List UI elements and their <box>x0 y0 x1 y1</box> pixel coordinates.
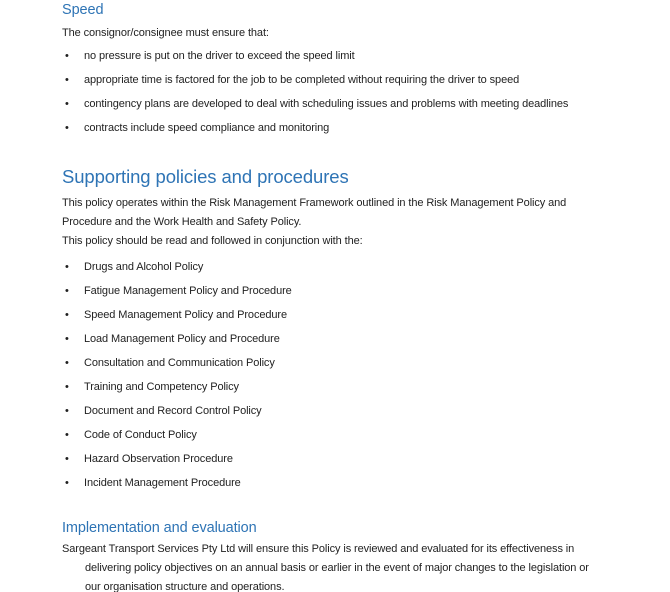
list-item <box>62 426 607 445</box>
bullet-item-label: Hazard Observation Procedure <box>84 453 233 465</box>
bullet-item-label: appropriate time is factored for the job to be completed without requiring the driver to speed <box>84 74 520 86</box>
list-item <box>62 95 607 114</box>
bullet-item-label: Code of Conduct Policy <box>84 429 197 441</box>
list-item <box>62 282 607 301</box>
list-item <box>62 474 607 493</box>
bullet-icon: • <box>65 285 69 297</box>
supporting-paragraph-1: This policy operates within the Risk Management Framework outlined in the Risk Management Policy and Procedure and the Work Health and Safety Policy. <box>62 197 567 228</box>
bullet-icon: • <box>65 309 69 321</box>
list-item <box>62 71 607 90</box>
supporting-policies-list <box>62 258 607 493</box>
list-item <box>62 258 607 277</box>
bullet-icon: • <box>65 50 69 62</box>
bullet-icon: • <box>65 405 69 417</box>
supporting-paragraph-2: This policy should be read and followed in conjunction with the: <box>62 235 363 247</box>
bullet-icon: • <box>65 74 69 86</box>
bullet-item-label: Load Management Policy and Procedure <box>84 333 280 345</box>
bullet-item-label: Speed Management Policy and Procedure <box>84 309 287 321</box>
bullet-icon: • <box>65 477 69 489</box>
list-item <box>62 450 607 469</box>
supporting-policies-heading: Supporting policies and procedures <box>62 166 349 187</box>
bullet-item-label: Document and Record Control Policy <box>84 405 262 417</box>
bullet-icon: • <box>65 98 69 110</box>
section-implementation <box>62 520 607 592</box>
list-item <box>62 378 607 397</box>
bullet-icon: • <box>65 261 69 273</box>
list-item <box>62 306 607 325</box>
bullet-icon: • <box>65 357 69 369</box>
bullet-icon: • <box>65 381 69 393</box>
bullet-item-label: no pressure is put on the driver to exceed the speed limit <box>84 50 355 62</box>
implementation-paragraph: Sargeant Transport Services Pty Ltd will ensure this Policy is reviewed and evaluated for its effectiveness in delivering policy objectives on an annual basis or earlier in the event of major changes to the legislation or our organisation structure and operations. <box>62 543 589 592</box>
implementation-heading: Implementation and evaluation <box>62 520 257 536</box>
bullet-item-label: Drugs and Alcohol Policy <box>84 261 204 273</box>
speed-bullet-list <box>62 47 607 138</box>
list-item <box>62 119 607 138</box>
section-speed <box>62 2 607 138</box>
bullet-icon: • <box>65 122 69 134</box>
list-item <box>62 47 607 66</box>
section-supporting-policies <box>62 166 607 493</box>
list-item <box>62 402 607 421</box>
bullet-item-label: Fatigue Management Policy and Procedure <box>84 285 292 297</box>
speed-heading: Speed <box>62 2 104 18</box>
document-content <box>62 2 607 592</box>
bullet-item-label: contracts include speed compliance and monitoring <box>84 122 330 134</box>
bullet-item-label: Incident Management Procedure <box>84 477 241 489</box>
bullet-icon: • <box>65 333 69 345</box>
list-item <box>62 330 607 349</box>
speed-intro-paragraph: The consignor/consignee must ensure that: <box>62 27 269 39</box>
bullet-icon: • <box>65 429 69 441</box>
bullet-item-label: contingency plans are developed to deal with scheduling issues and problems with meeting deadlines <box>84 98 569 110</box>
bullet-item-label: Consultation and Communication Policy <box>84 357 275 369</box>
list-item <box>62 354 607 373</box>
bullet-icon: • <box>65 453 69 465</box>
bullet-item-label: Training and Competency Policy <box>84 381 239 393</box>
